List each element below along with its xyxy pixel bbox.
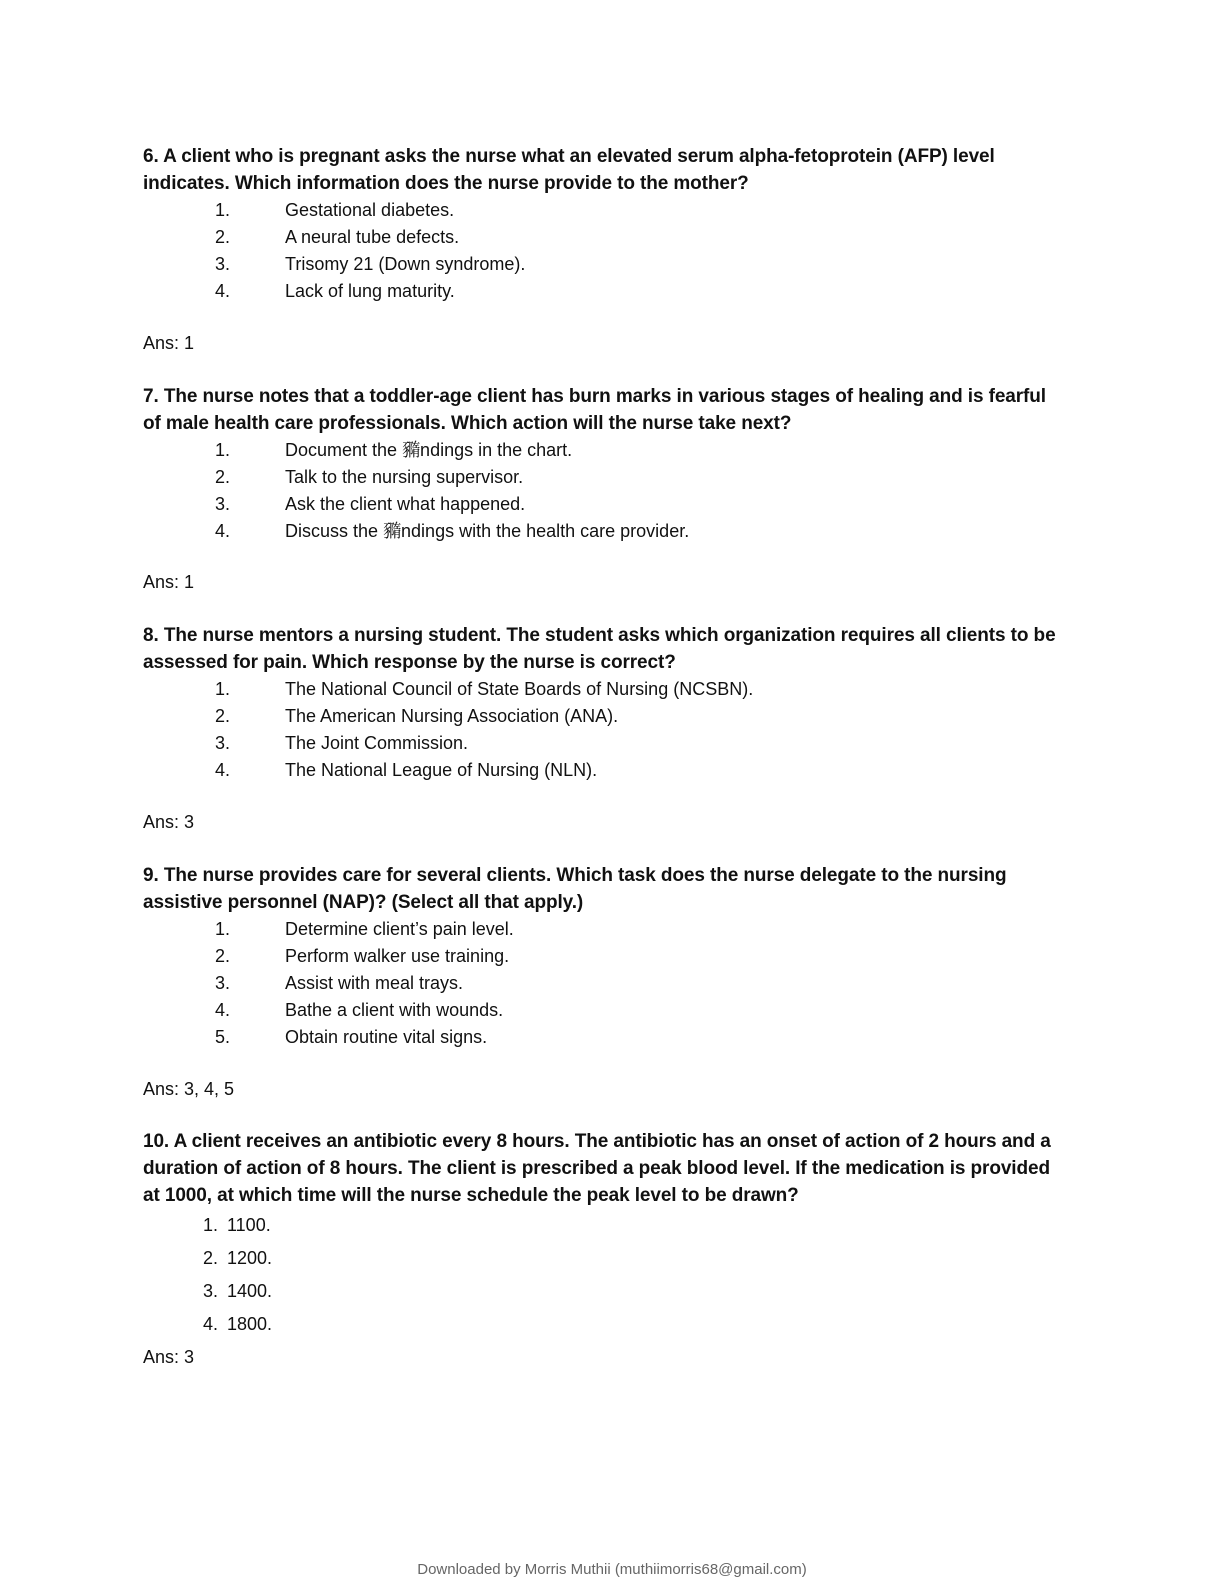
question-6-text: [143, 143, 1073, 197]
answer-6: Ans: 1: [143, 333, 195, 353]
list-item: [143, 1209, 1073, 1242]
question-10: [143, 1128, 1073, 1341]
option-text: Ask the client what happened.: [285, 494, 526, 514]
question-10-text: [143, 1128, 1073, 1209]
question-6-line-1: 6. A client who is pregnant asks the nurse what an elevated serum alpha-fetoprotein (AFP) level: [143, 146, 995, 167]
question-7: [143, 383, 1073, 545]
option-text: 1200.: [227, 1248, 273, 1268]
option-number: 2.: [215, 467, 231, 487]
list-item: [143, 1242, 1073, 1275]
question-8-line-1: 8. The nurse mentors a nursing student. The student asks which organization requires all clients to be: [143, 625, 1056, 646]
option-number: 3.: [215, 254, 231, 274]
list-item: [143, 997, 1073, 1024]
list-item: [143, 251, 1073, 278]
option-text: Obtain routine vital signs.: [285, 1027, 488, 1047]
option-number: 5.: [215, 1027, 231, 1047]
list-item: [143, 464, 1073, 491]
option-number: 1.: [215, 440, 231, 460]
option-text: Determine client’s pain level.: [285, 919, 514, 939]
list-item: [143, 437, 1073, 464]
option-number: 2.: [215, 227, 231, 247]
option-text: The American Nursing Association (ANA).: [285, 706, 619, 726]
option-number: 2.: [215, 946, 231, 966]
list-item: [143, 224, 1073, 251]
question-7-options: [143, 437, 1073, 545]
download-footer: Downloaded by Morris Muthii (muthiimorris68@gmail.com): [417, 1561, 807, 1578]
question-8-options: [143, 676, 1073, 784]
question-10-line-2: duration of action of 8 hours. The client is prescribed a peak blood level. If the medication is provided: [143, 1158, 1050, 1179]
list-item: [143, 916, 1073, 943]
list-item: [143, 757, 1073, 784]
question-7-text: [143, 383, 1073, 437]
question-10-options: [143, 1209, 1073, 1341]
answer-8: Ans: 3: [143, 812, 195, 832]
option-text: Document the 䝐ndings in the chart.: [285, 440, 573, 460]
option-number: 2.: [203, 1248, 219, 1268]
option-text: The Joint Commission.: [285, 733, 469, 753]
option-text: A neural tube defects.: [285, 227, 460, 247]
question-8: [143, 622, 1073, 784]
list-item: [143, 1275, 1073, 1308]
option-text: Assist with meal trays.: [285, 973, 464, 993]
option-number: 3.: [215, 733, 231, 753]
list-item: [143, 970, 1073, 997]
option-number: 3.: [215, 494, 231, 514]
question-8-text: [143, 622, 1073, 676]
option-number: 1.: [215, 200, 231, 220]
list-item: [143, 1024, 1073, 1051]
option-number: 4.: [215, 521, 231, 541]
option-text: Discuss the 䝐ndings with the health care provider.: [285, 521, 690, 541]
question-8-line-2: assessed for pain. Which response by the nurse is correct?: [143, 652, 676, 673]
option-text: The National Council of State Boards of Nursing (NCSBN).: [285, 679, 754, 699]
option-text: Lack of lung maturity.: [285, 281, 455, 301]
option-text: Gestational diabetes.: [285, 200, 455, 220]
option-number: 1.: [215, 919, 231, 939]
option-text: 1100.: [227, 1215, 271, 1235]
option-number: 4.: [215, 760, 231, 780]
answer-9: Ans: 3, 4, 5: [143, 1079, 235, 1099]
option-number: 4.: [203, 1314, 219, 1334]
option-text: 1800.: [227, 1314, 273, 1334]
list-item: [143, 278, 1073, 305]
option-text: Trisomy 21 (Down syndrome).: [285, 254, 526, 274]
question-10-line-1: 10. A client receives an antibiotic every 8 hours. The antibiotic has an onset of action of 2 hours and a: [143, 1131, 1051, 1152]
list-item: [143, 943, 1073, 970]
option-number: 1.: [203, 1215, 219, 1235]
question-7-line-1: 7. The nurse notes that a toddler-age client has burn marks in various stages of healing and is fearful: [143, 386, 1046, 407]
list-item: [143, 1308, 1073, 1341]
option-text: Talk to the nursing supervisor.: [285, 467, 524, 487]
question-9-line-1: 9. The nurse provides care for several clients. Which task does the nurse delegate to the nursing: [143, 865, 1007, 886]
list-item: [143, 676, 1073, 703]
question-9-line-2: assistive personnel (NAP)? (Select all that apply.): [143, 892, 584, 913]
option-text: 1400.: [227, 1281, 273, 1301]
question-6: [143, 143, 1073, 305]
list-item: [143, 491, 1073, 518]
option-text: The National League of Nursing (NLN).: [285, 760, 598, 780]
option-text: Bathe a client with wounds.: [285, 1000, 504, 1020]
answer-7: Ans: 1: [143, 572, 195, 592]
question-9-options: [143, 916, 1073, 1051]
question-10-line-3: at 1000, at which time will the nurse schedule the peak level to be drawn?: [143, 1185, 799, 1206]
option-number: 2.: [215, 706, 231, 726]
answer-10: Ans: 3: [143, 1347, 195, 1367]
list-item: [143, 518, 1073, 545]
list-item: [143, 703, 1073, 730]
option-number: 3.: [203, 1281, 219, 1301]
option-text: Perform walker use training.: [285, 946, 510, 966]
list-item: [143, 197, 1073, 224]
option-number: 1.: [215, 679, 231, 699]
option-number: 4.: [215, 1000, 231, 1020]
question-9-text: [143, 862, 1073, 916]
question-9: [143, 862, 1073, 1051]
option-number: 4.: [215, 281, 231, 301]
list-item: [143, 730, 1073, 757]
question-6-options: [143, 197, 1073, 305]
option-number: 3.: [215, 973, 231, 993]
question-6-line-2: indicates. Which information does the nurse provide to the mother?: [143, 173, 749, 194]
question-7-line-2: of male health care professionals. Which action will the nurse take next?: [143, 413, 792, 434]
